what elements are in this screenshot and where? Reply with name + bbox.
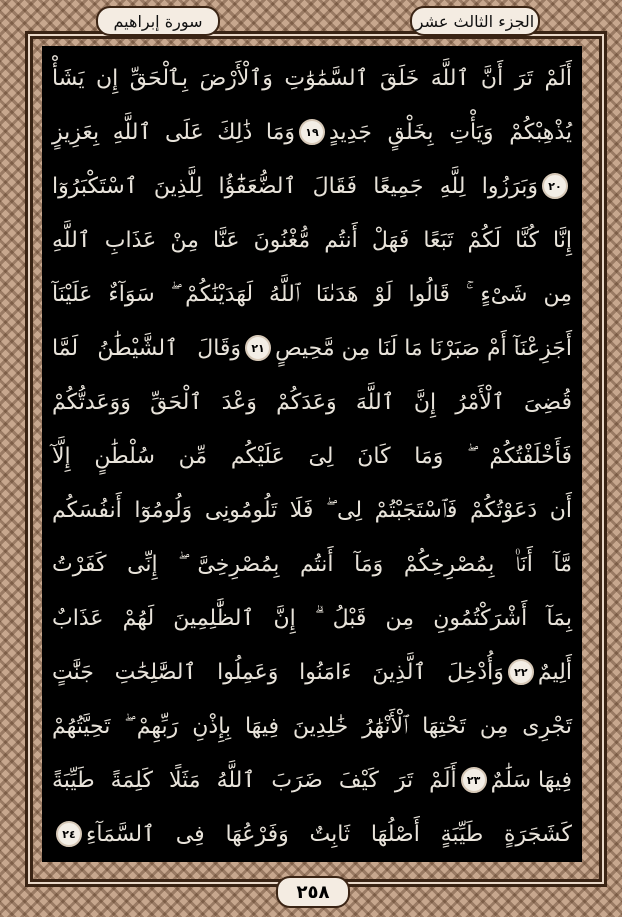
text-line-13 (42, 702, 582, 750)
ayah-marker: ٢٢ (508, 659, 534, 685)
text-line-2 (42, 108, 582, 156)
line-text: أَجَزِعْنَآ أَمْ صَبَرْنَا مَا لَنَا مِن مَّحِيصٍ (275, 335, 572, 361)
ayah-marker: ٢٣ (461, 767, 487, 793)
text-line-3 (42, 162, 582, 210)
text-line-12 (42, 648, 582, 696)
line-text: أَلَمْ تَرَ كَيْفَ ضَرَبَ ٱللَّهُ مَثَلًا كَلِمَةً طَيِّبَةً (52, 767, 457, 793)
line-text: أَلَمْ تَرَ أَنَّ ٱللَّهَ خَلَقَ ٱلسَّمَٰوَٰتِ وَٱلْأَرْضَ بِٱلْحَقِّ إِن يَشَأْ (52, 65, 572, 91)
text-line-7 (42, 378, 582, 426)
surah-name-label: سورة إبراهيم (96, 6, 220, 36)
line-text: وَقَالَ ٱلشَّيْطَٰنُ لَمَّا (52, 335, 242, 361)
text-line-15 (42, 810, 582, 858)
text-line-11 (42, 594, 582, 642)
page-number: ٢٥٨ (276, 876, 350, 908)
line-text: وَمَا ذَٰلِكَ عَلَى ٱللَّهِ بِعَزِيزٍ (52, 119, 295, 145)
line-text: أَن دَعَوْتُكُمْ فَٱسْتَجَبْتُمْ لِى ۖ فَلَا تَلُومُونِى وَلُومُوٓا أَنفُسَكُم (52, 497, 572, 523)
line-text: مَّآ أَنَا۠ بِمُصْرِخِكُمْ وَمَآ أَنتُم بِمُصْرِخِىَّ ۖ إِنِّى كَفَرْتُ (52, 551, 572, 577)
line-text: وَأُدْخِلَ ٱلَّذِينَ ءَامَنُوا وَعَمِلُوا ٱلصَّٰلِحَٰتِ جَنَّٰتٍ (52, 659, 504, 685)
text-line-6 (42, 324, 582, 372)
line-text: وَبَرَزُوا لِلَّهِ جَمِيعًا فَقَالَ ٱلضُّعَفَٰٓؤُا لِلَّذِينَ ٱسْتَكْبَرُوٓا (52, 173, 538, 199)
text-line-1 (42, 54, 582, 102)
line-text: إِنَّا كُنَّا لَكُمْ تَبَعًا فَهَلْ أَنتُم مُّغْنُونَ عَنَّا مِنْ عَذَابِ ٱللَّهِ (52, 227, 572, 253)
line-text: كَشَجَرَةٍ طَيِّبَةٍ أَصْلُهَا ثَابِتٌ وَفَرْعُهَا فِى ٱلسَّمَآءِ (86, 821, 572, 847)
ayah-marker: ٢١ (245, 335, 271, 361)
line-text: مِن شَىْءٍ ۚ قَالُوا لَوْ هَدَىٰنَا ٱللَّهُ لَهَدَيْنَٰكُمْ ۖ سَوَآءٌ عَلَيْنَآ (52, 281, 572, 307)
ayah-marker: ١٩ (299, 119, 325, 145)
line-text: يُذْهِبْكُمْ وَيَأْتِ بِخَلْقٍ جَدِيدٍ (329, 119, 572, 145)
line-text: فِيهَا سَلَٰمٌ (490, 767, 572, 793)
line-text: أَلِيمٌ (537, 659, 572, 685)
juz-label: الجزء الثالث عشر (410, 6, 540, 36)
line-text: تَجْرِى مِن تَحْتِهَا ٱلْأَنْهَٰرُ خَٰلِدِينَ فِيهَا بِإِذْنِ رَبِّهِمْ ۖ تَحِيَّتُهُمْ (52, 713, 572, 739)
text-line-14 (42, 756, 582, 804)
text-line-8 (42, 432, 582, 480)
line-text: بِمَآ أَشْرَكْتُمُونِ مِن قَبْلُ ۗ إِنَّ ٱلظَّٰلِمِينَ لَهُمْ عَذَابٌ (52, 605, 572, 631)
text-line-4 (42, 216, 582, 264)
quran-text-page (42, 46, 582, 862)
ayah-marker: ٢٤ (56, 821, 82, 847)
ayah-marker: ٢٠ (542, 173, 568, 199)
line-text: فَأَخْلَفْتُكُمْ ۖ وَمَا كَانَ لِىَ عَلَيْكُم مِّن سُلْطَٰنٍ إِلَّآ (52, 443, 572, 469)
text-line-9 (42, 486, 582, 534)
text-line-5 (42, 270, 582, 318)
line-text: قُضِىَ ٱلْأَمْرُ إِنَّ ٱللَّهَ وَعَدَكُمْ وَعْدَ ٱلْحَقِّ وَوَعَدتُّكُمْ (52, 389, 572, 415)
text-line-10 (42, 540, 582, 588)
